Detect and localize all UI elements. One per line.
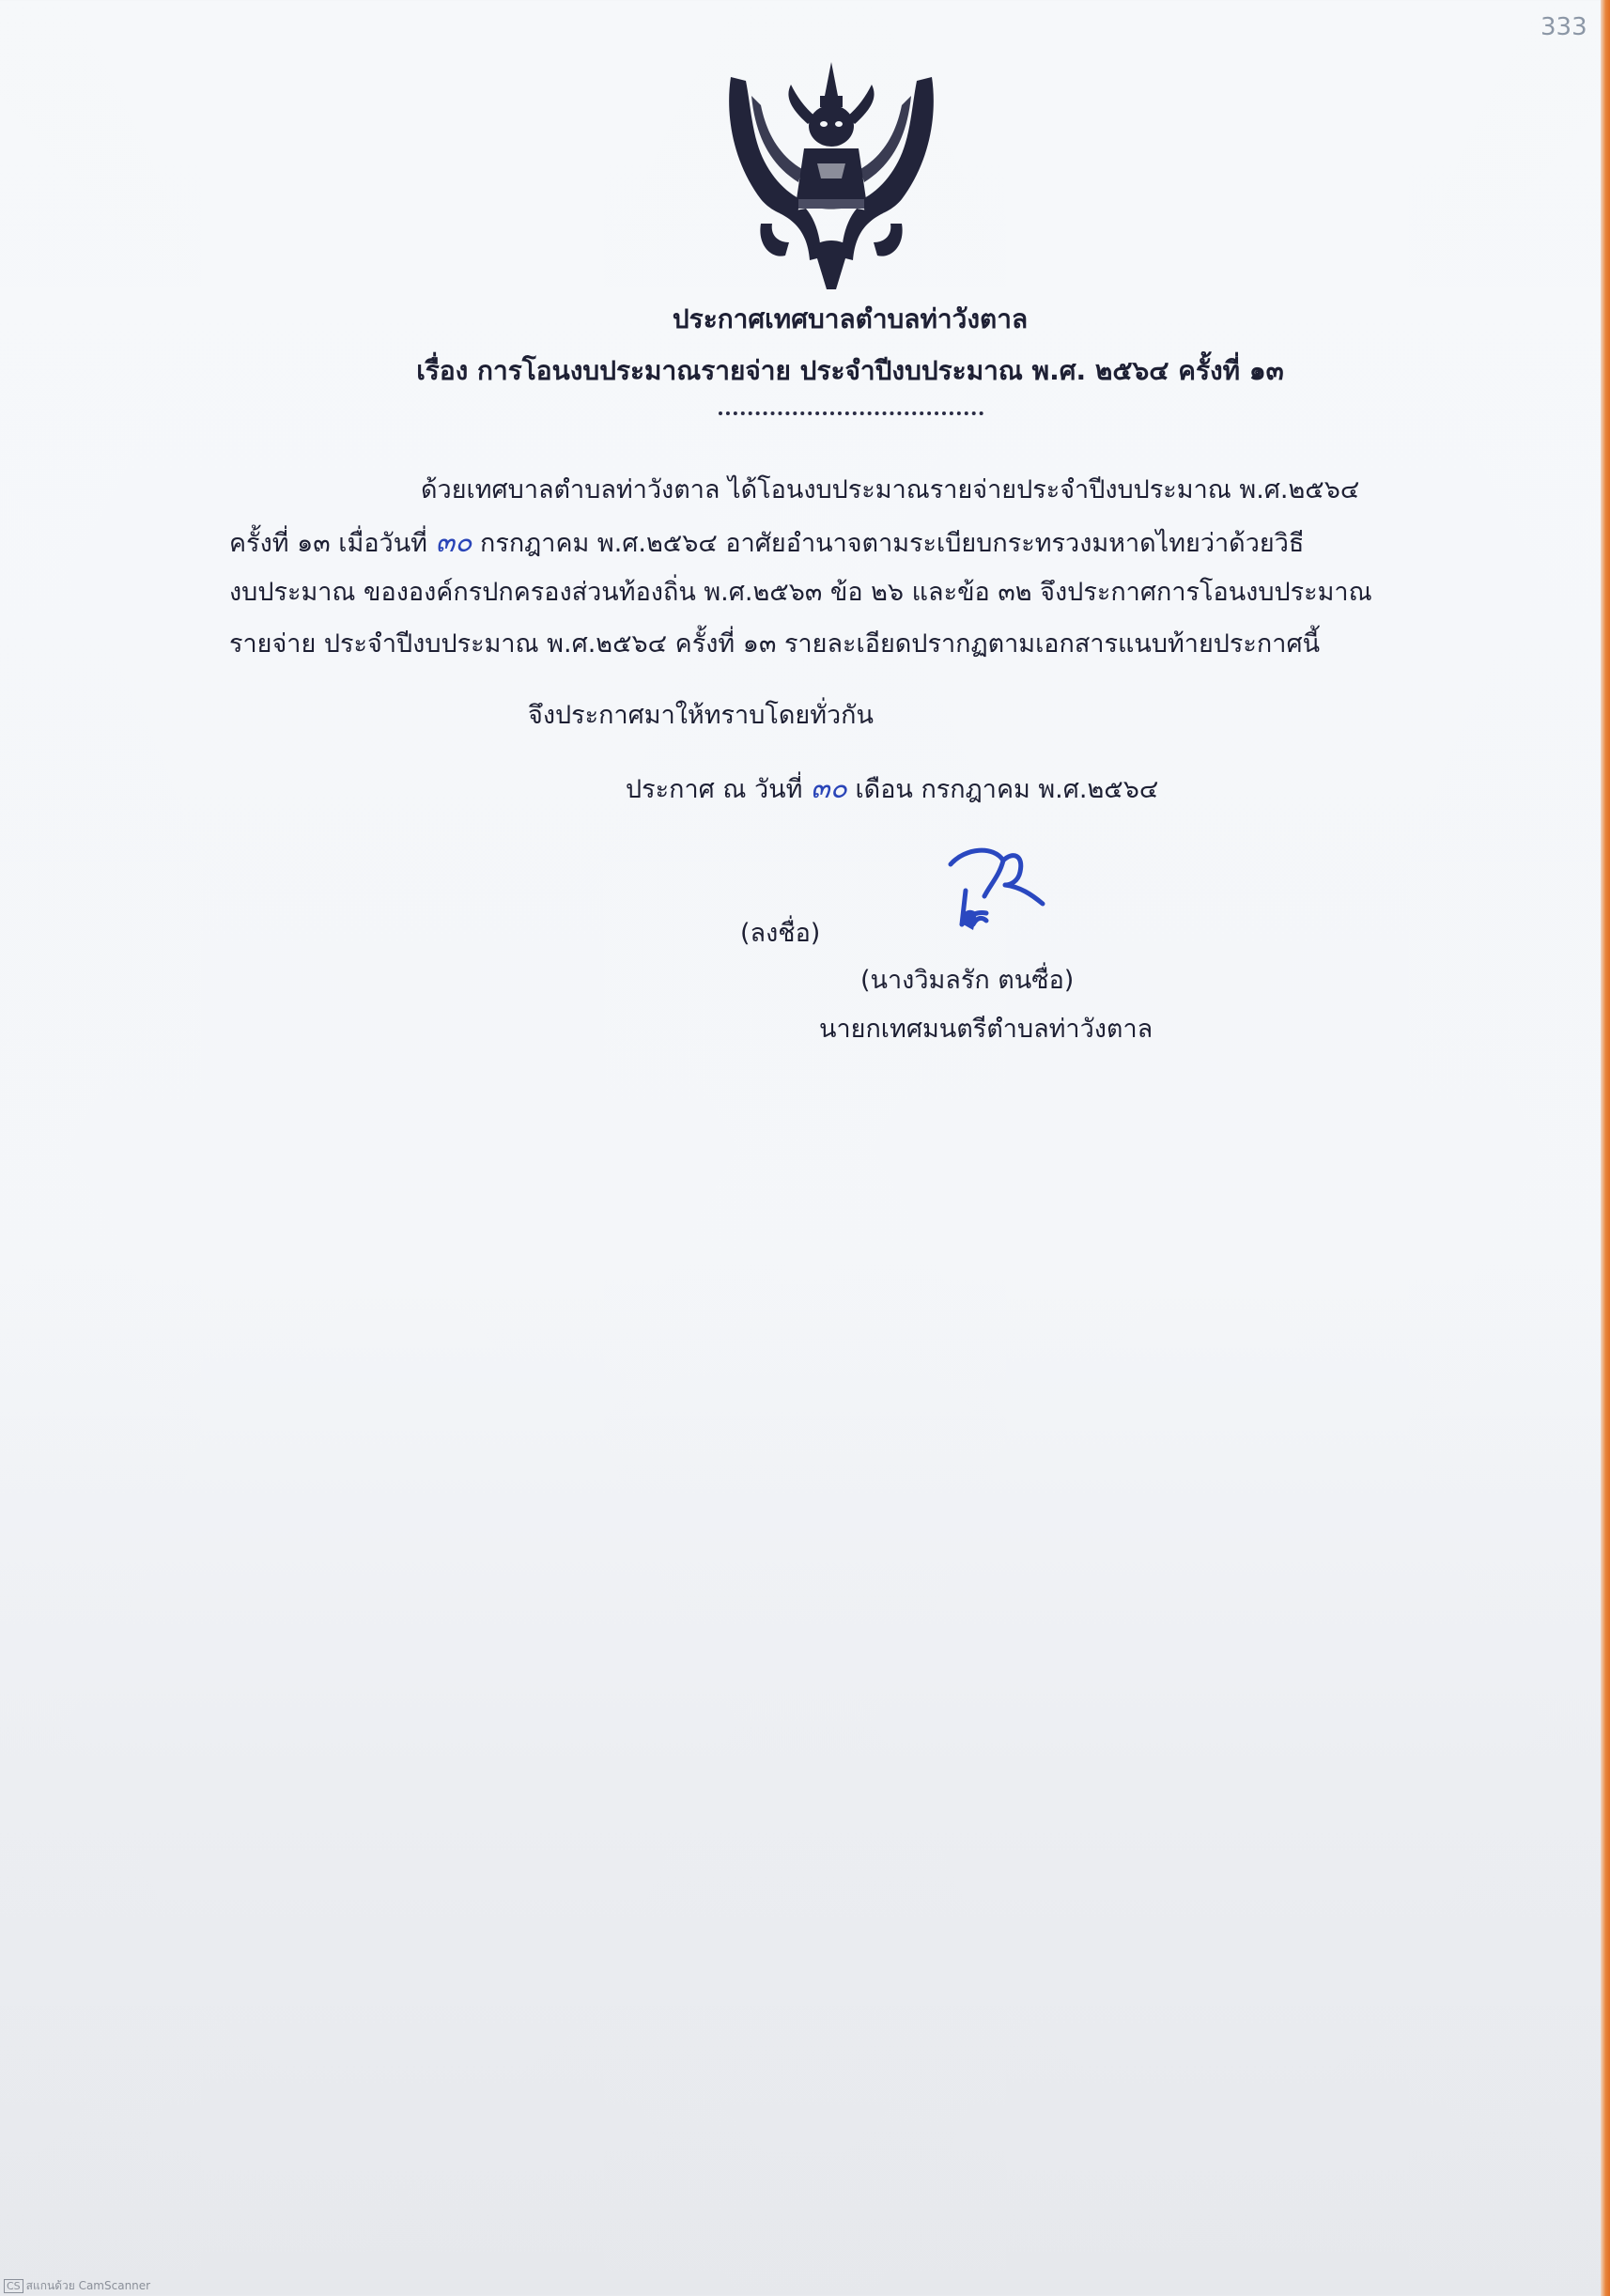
dateline-end: เดือน กรกฎาคม พ.ศ.๒๕๖๔ (855, 775, 1159, 804)
camscanner-text: สแกนด้วย CamScanner (25, 2279, 151, 2292)
dotted-divider (719, 411, 983, 415)
garuda-emblem-icon (723, 58, 939, 291)
body-line-2-end: กรกฎาคม พ.ศ.๒๕๖๔ อาศัยอำนาจตามระเบียบกระทรวงมหาดไทยว่าด้วยวิธี (479, 529, 1305, 558)
camscanner-footer (4, 2277, 150, 2295)
body-line-2 (229, 526, 1305, 559)
body-line-1: ด้วยเทศบาลตำบลท่าวังตาล ได้โอนงบประมาณรายจ่ายประจำปีงบประมาณ พ.ศ.๒๕๖๔ (421, 475, 1360, 504)
announcement-title: ประกาศเทศบาลตำบลท่าวังตาล (672, 303, 1029, 334)
orange-scan-edge (1601, 0, 1610, 2296)
handwritten-date-day: ๓๐ (811, 772, 847, 805)
handwritten-signature (945, 844, 1046, 939)
signatory-name: (นางวิมลรัก ตนซื่อ) (860, 966, 1075, 995)
dateline (626, 772, 1159, 805)
body-line-3: งบประมาณ ขององค์กรปกครองส่วนท้องถิ่น พ.ศ.๒๕๖๓ ข้อ ๒๖ และข้อ ๓๒ จึงประกาศการโอนงบประมาณ (229, 578, 1372, 607)
signed-label: (ลงชื่อ) (740, 919, 821, 948)
body-line-4: รายจ่าย ประจำปีงบประมาณ พ.ศ.๒๕๖๔ ครั้งที่ ๑๓ รายละเอียดปรากฏตามเอกสารแนบท้ายประกาศนี้ (229, 629, 1321, 659)
dateline-start: ประกาศ ณ วันที่ (626, 775, 803, 804)
camscanner-logo-icon: CS (4, 2279, 23, 2293)
page-number: 333 (1540, 13, 1587, 41)
announcement-subject: เรื่อง การโอนงบประมาณรายจ่าย ประจำปีงบประมาณ พ.ศ. ๒๕๖๔ ครั้งที่ ๑๓ (416, 355, 1284, 386)
signatory-position: นายกเทศมนตรีตำบลท่าวังตาล (819, 1015, 1153, 1044)
handwritten-day: ๓๐ (435, 526, 472, 559)
announce-line: จึงประกาศมาให้ทราบโดยทั่วกัน (528, 701, 874, 730)
body-line-2-start: ครั้งที่ ๑๓ เมื่อวันที่ (229, 529, 427, 558)
